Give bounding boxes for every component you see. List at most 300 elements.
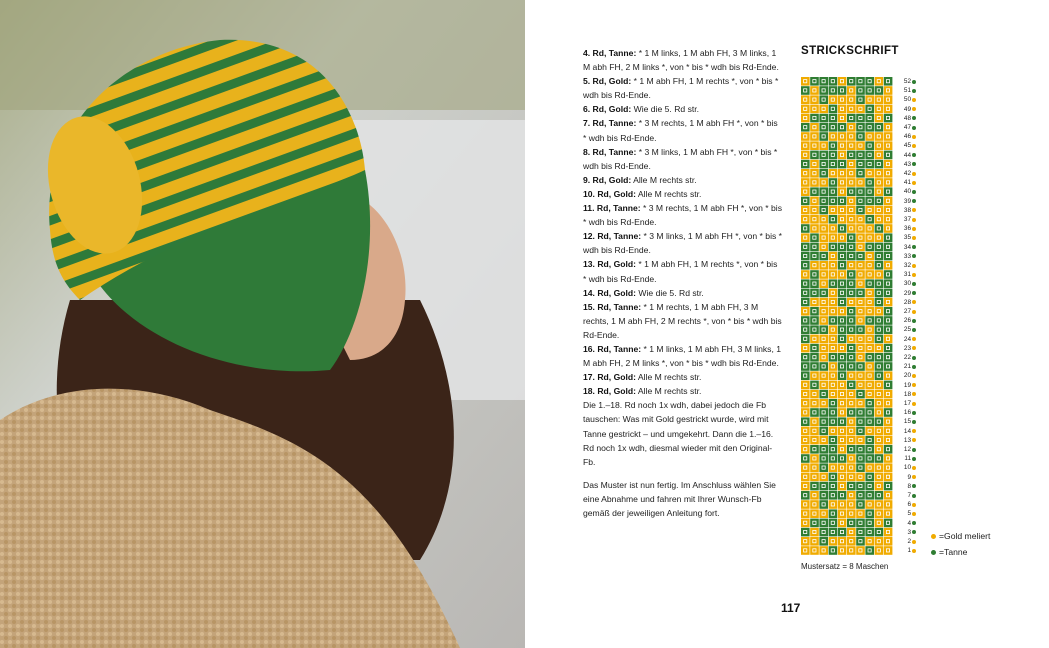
chart-cell [856,261,865,270]
chart-cell [865,509,874,518]
chart-cell [801,445,810,454]
chart-cell [875,491,884,500]
chart-cell [875,160,884,169]
row-color-dot [912,429,916,433]
row-number: 38 [903,206,911,214]
chart-cell [838,362,847,371]
chart-cell [829,151,838,160]
chart-cell [801,252,810,261]
chart-cell [801,215,810,224]
chart-cell [875,381,884,390]
chart-cell [865,325,874,334]
chart-cell [838,215,847,224]
chart-cell [819,307,828,316]
chart-cell [847,417,856,426]
chart-cell [838,509,847,518]
chart-cell [829,270,838,279]
chart-cell [838,86,847,95]
chart-cell [819,114,828,123]
chart-cell [838,105,847,114]
chart-cell [819,178,828,187]
chart-cell [819,482,828,491]
chart-cell [847,123,856,132]
instruction-text: Wie die 5. Rd str. [631,104,700,115]
chart-cell [819,197,828,206]
chart-cell [865,473,874,482]
chart-cell [856,270,865,279]
chart-cell [875,537,884,546]
row-color-dot [912,98,916,102]
chart-cell [819,243,828,252]
chart-cell [838,344,847,353]
row-number: 47 [903,124,911,131]
legend-label: =Gold meliert [939,531,991,541]
chart-cell [884,114,893,123]
chart-cell [875,123,884,132]
chart-cell [819,399,828,408]
chart-cell [856,335,865,344]
chart-cell [856,344,865,353]
chart-cell [856,546,865,555]
row-number: 51 [903,87,911,95]
chart-cell [884,132,893,141]
chart-cell [810,132,819,141]
chart-cell [884,95,893,104]
row-number: 25 [903,326,911,334]
chart-cell [801,390,810,399]
chart-cell [856,178,865,187]
chart-cell [847,206,856,215]
instruction-label: 12. Rd, Tanne: [583,231,642,242]
chart-cell [847,344,856,353]
chart-cell [875,371,884,380]
row-color-dot [912,383,916,387]
row-color-dot [912,135,916,139]
chart-cell [884,224,893,233]
chart-cell [856,408,865,417]
chart-cell [884,298,893,307]
chart-cell [865,187,874,196]
chart-cell [829,187,838,196]
chart-cell [856,151,865,160]
chart-cell [810,252,819,261]
chart-cell [884,362,893,371]
chart-cell [884,206,893,215]
chart-cell [856,307,865,316]
row-number: 8 [907,482,911,490]
chart-cell [819,187,828,196]
instruction-text: * 1 M abh FH, 1 M rechts *, von * bis * wdh bis Rd-Ende. [583,259,778,284]
chart-cell [829,482,838,491]
chart-cell [829,233,838,242]
chart-cell [884,500,893,509]
chart-cell [884,187,893,196]
row-number: 2 [907,538,911,545]
chart-cell [829,519,838,528]
chart-cell [810,86,819,95]
chart-cell [875,224,884,233]
chart-cell [829,215,838,224]
chart-cell [856,233,865,242]
chart-cell [865,436,874,445]
chart-cell [884,335,893,344]
row-number: 31 [903,271,911,279]
chart-cell [810,114,819,123]
chart-cell [856,417,865,426]
chart-cell [875,243,884,252]
row-number: 13 [903,436,911,444]
chart-cell [856,482,865,491]
chart-cell [856,445,865,454]
chart-cell [875,197,884,206]
instruction-text: Alle M rechts str. [636,386,702,397]
row-color-dot [912,494,916,498]
chart-cell [875,141,884,150]
chart-cell [847,132,856,141]
row-number: 12 [903,446,911,453]
chart-cell [838,445,847,454]
chart-cell [865,206,874,215]
chart-cell [875,473,884,482]
chart-cell [801,344,810,353]
chart-cell [884,509,893,518]
chart-cell [829,371,838,380]
row-color-dot [912,199,916,203]
chart-cell [801,141,810,150]
chart-cell [801,206,810,215]
chart-cell [810,509,819,518]
row-color-dot [912,356,916,360]
chart-cell [838,500,847,509]
chart-cell [819,233,828,242]
instruction-text: * 1 M rechts, 1 M abh FH, 3 M rechts, 1 M abh FH, 2 M rechts *, von * bis * wdh bis Rd-Ende. [583,301,782,340]
chart-cell [829,105,838,114]
chart-cell [829,353,838,362]
chart-cell [810,279,819,288]
chart-cell [865,344,874,353]
chart-cell [829,546,838,555]
chart-cell [865,233,874,242]
chart-cell [829,206,838,215]
row-color-dot [912,392,916,396]
chart-cell [819,528,828,537]
chart-cell [847,114,856,123]
chart-cell [810,261,819,270]
row-color-dot [912,328,916,332]
chart-cell [884,123,893,132]
chart-cell [847,261,856,270]
chart-cell [856,86,865,95]
chart-cell [884,279,893,288]
chart-cell [865,482,874,491]
chart-cell [810,381,819,390]
chart-cell [856,463,865,472]
chart-cell [801,335,810,344]
chart-cell [875,362,884,371]
instruction-text: * 1 M links, 1 M abh FH, 3 M links, 1 M abh FH, 2 M links *, von * bis * wdh bis Rd-Ende. [583,48,779,73]
row-number: 6 [907,501,911,509]
chart-cell [884,537,893,546]
chart-cell [875,454,884,463]
chart-cell [838,335,847,344]
instruction-row [583,342,783,370]
chart-cell [810,344,819,353]
chart-cell [810,307,819,316]
chart-cell [847,381,856,390]
chart-cell [838,463,847,472]
chart-cell [819,279,828,288]
instruction-text: * 1 M abh FH, 1 M rechts *, von * bis * wdh bis Rd-Ende. [583,76,779,101]
instruction-row [583,187,783,201]
chart-cell [838,390,847,399]
chart-cell [875,86,884,95]
chart-cell [884,482,893,491]
chart-cell [875,500,884,509]
chart-cell [819,261,828,270]
chart-cell [875,344,884,353]
chart-cell [865,95,874,104]
chart-cell [856,169,865,178]
chart-cell [856,105,865,114]
chart-cell [875,463,884,472]
chart-cell [865,197,874,206]
chart-cell [810,270,819,279]
chart-cell [838,473,847,482]
chart-cell [865,178,874,187]
row-number: 48 [903,114,911,122]
chart-cell [884,141,893,150]
chart-cell [884,160,893,169]
row-number: 24 [903,335,911,343]
chart-cell [829,436,838,445]
chart-cell [829,279,838,288]
instruction-label: 5. Rd, Gold: [583,76,632,87]
row-color-dot [912,80,916,84]
row-color-dot [912,144,916,148]
chart-cell [801,417,810,426]
chart-cell [847,141,856,150]
chart-cell [810,325,819,334]
chart-cell [856,325,865,334]
instruction-text: * 3 M rechts, 1 M abh FH *, von * bis * wdh bis Rd-Ende. [583,118,778,143]
chart-cell [838,95,847,104]
chart-cell [801,123,810,132]
instruction-row [583,145,783,173]
chart-cell [829,298,838,307]
chart-cell [801,307,810,316]
row-number: 40 [903,188,911,196]
chart-cell [856,289,865,298]
chart-cell [856,215,865,224]
chart-cell [847,298,856,307]
chart-cell [829,500,838,509]
row-color-dot [912,503,916,507]
row-color-dot [912,475,916,479]
chart-cell [810,178,819,187]
chart-cell [847,187,856,196]
chart-cell [875,252,884,261]
chart-cell [847,178,856,187]
chart-cell [856,123,865,132]
chart-cell [810,528,819,537]
chart-cell [801,482,810,491]
chart-cell [819,252,828,261]
chart-cell [865,298,874,307]
chart-cell [865,169,874,178]
row-number: 14 [903,427,911,435]
chart-cell [829,381,838,390]
row-number: 33 [903,252,911,260]
row-number: 44 [903,151,911,159]
instruction-label: 6. Rd, Gold: [583,104,632,115]
chart-cell [884,178,893,187]
chart-cell [884,344,893,353]
chart-cell [810,335,819,344]
chart-cell [801,261,810,270]
legend-item [931,529,990,545]
chart-cell [884,215,893,224]
instruction-row [583,229,783,257]
chart-cell [856,362,865,371]
row-color-dot [912,245,916,249]
chart-cell [829,325,838,334]
chart-cell [810,546,819,555]
chart-cell [801,381,810,390]
chart-cell [829,252,838,261]
row-color-dot [912,411,916,415]
chart-cell [875,77,884,86]
chart-cell [819,371,828,380]
chart-cell [856,95,865,104]
chart-cell [884,197,893,206]
chart-cell [819,123,828,132]
chart-cell [884,105,893,114]
chart-cell [838,160,847,169]
chart-cell [875,169,884,178]
chart-cell [884,381,893,390]
chart-cell [838,371,847,380]
row-number: 37 [903,216,911,223]
chart-cell [865,362,874,371]
chart-cell [875,436,884,445]
chart-cell [875,187,884,196]
chart-cell [856,371,865,380]
instruction-row [583,257,783,285]
chart-cell [801,325,810,334]
chart-cell [838,178,847,187]
row-number: 34 [903,243,911,251]
legend [931,529,990,560]
chart-cell [856,473,865,482]
chart-cell [865,141,874,150]
chart-cell [810,371,819,380]
chart-cell [875,316,884,325]
instruction-text: * 1 M links, 1 M abh FH, 3 M links, 1 M abh FH, 2 M links *, von * bis * wdh bis Rd-Ende. [583,343,782,369]
chart-cell [838,353,847,362]
chart-cell [810,353,819,362]
chart-cell [838,519,847,528]
chart-cell [819,95,828,104]
chart-cell [847,454,856,463]
chart-cell [856,519,865,528]
chart-cell [847,509,856,518]
chart-cell [810,123,819,132]
row-number: 23 [903,344,911,352]
chart-cell [819,151,828,160]
chart-cell [884,289,893,298]
chart-cell [856,454,865,463]
row-color-dot [912,116,916,120]
chart-cell [801,105,810,114]
chart-cell [829,316,838,325]
chart-cell [847,482,856,491]
chart-cell [875,261,884,270]
chart-cell [856,160,865,169]
chart-cell [810,298,819,307]
chart-cell [875,408,884,417]
chart-cell [865,399,874,408]
chart-cell [838,224,847,233]
row-color-dot [912,346,916,350]
chart-cell [838,381,847,390]
chart-cell [810,537,819,546]
chart-cell [801,243,810,252]
instruction-row [583,116,783,144]
chart-cell [819,491,828,500]
instruction-label: 7. Rd, Tanne: [583,118,637,129]
chart-cell [847,408,856,417]
chart-cell [819,408,828,417]
chart-cell [829,307,838,316]
chart-cell [838,132,847,141]
chart-cell [884,371,893,380]
instruction-row [583,201,783,229]
chart-cell [801,546,810,555]
chart-cell [847,289,856,298]
chart-cell [875,482,884,491]
row-color-dot [912,540,916,544]
chart-cell [801,224,810,233]
chart-cell [847,528,856,537]
chart-cell [810,482,819,491]
chart-cell [884,436,893,445]
row-color-dot [912,549,916,553]
chart-cell [847,473,856,482]
row-number: 46 [903,133,911,141]
chart-cell [810,197,819,206]
instruction-text: Alle M rechts str. [636,372,702,383]
row-color-dot [912,374,916,378]
chart-cell [884,270,893,279]
instruction-label: 18. Rd, Gold: [583,386,636,397]
chart-cell [810,169,819,178]
chart-cell [856,381,865,390]
chart-cell [801,353,810,362]
chart-cell [819,344,828,353]
chart-cell [829,335,838,344]
repeat-note: Mustersatz = 8 Maschen [801,562,889,571]
chart-cell [847,77,856,86]
chart-cell [829,224,838,233]
chart-cell [810,500,819,509]
row-color-dot [912,448,916,452]
row-number: 3 [907,528,911,536]
chart-cell [801,233,810,242]
chart-cell [810,473,819,482]
chart-cell [838,537,847,546]
chart-cell [810,151,819,160]
row-color-dot [912,291,916,295]
